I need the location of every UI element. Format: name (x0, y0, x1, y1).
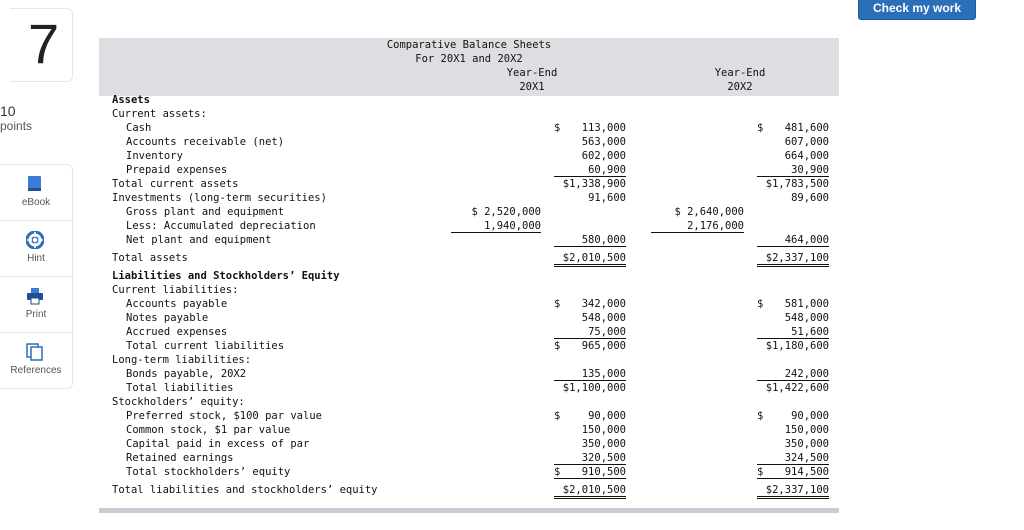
value-20x2: $2,337,100 (757, 484, 829, 499)
ebook-icon (26, 175, 44, 193)
table-row (99, 94, 839, 108)
row-label: Total liabilities (126, 382, 234, 394)
value-20x1: 548,000 (581, 312, 626, 324)
row-label: Accounts payable (126, 298, 228, 310)
value-20x1: 91,600 (588, 192, 626, 204)
value-20x1: 350,000 (581, 438, 626, 450)
value-20x2: 464,000 (757, 234, 829, 247)
value-20x1: $1,338,900 (562, 178, 626, 190)
value-20x2: $1,783,500 (765, 178, 829, 190)
subvalue-20x2: 2,176,000 (651, 220, 744, 233)
row-label: Gross plant and equipment (126, 206, 285, 218)
row-label: Preferred stock, $100 par value (126, 410, 322, 422)
question-number: 7 (28, 12, 60, 75)
tool-ebook-label: eBook (21, 197, 51, 208)
table-row (99, 178, 839, 192)
row-label: Accrued expenses (126, 326, 228, 338)
statement-subtitle: For 20X1 and 20X2 (415, 53, 523, 65)
statement-footer-bar (99, 508, 839, 513)
table-row (99, 206, 839, 220)
value-20x1: 75,000 (554, 326, 626, 339)
value-20x1: 563,000 (581, 136, 626, 148)
row-label: Stockholders’ equity: (112, 396, 245, 408)
table-row (99, 298, 839, 312)
value-20x2: 914,500 (757, 466, 829, 479)
value-20x1: 113,000 (581, 122, 626, 134)
row-label: Current assets: (112, 108, 207, 120)
row-label: Cash (126, 122, 152, 134)
value-20x2: 242,000 (757, 368, 829, 381)
value-20x1: 580,000 (554, 234, 626, 247)
table-row (99, 270, 839, 284)
value-20x1: 342,000 (581, 298, 626, 310)
table-row (99, 326, 839, 340)
row-label: Notes payable (126, 312, 209, 324)
hint-icon (26, 231, 44, 249)
dollar-sign: $ (757, 298, 764, 310)
row-label: Capital paid in excess of par (126, 438, 310, 450)
value-20x2: $2,337,100 (757, 252, 829, 267)
table-row (99, 368, 839, 382)
value-20x2: 481,600 (784, 122, 829, 134)
value-20x2: 30,900 (757, 164, 829, 177)
table-row (99, 108, 839, 122)
table-row (99, 164, 839, 178)
value-20x2: 150,000 (784, 424, 829, 436)
subvalue-20x1: $ 2,520,000 (471, 206, 541, 218)
dollar-sign: $ (757, 410, 764, 422)
col-20x2-header-top: Year-End (714, 67, 766, 79)
tool-references-label: References (10, 365, 62, 376)
dollar-sign: $ (757, 466, 764, 478)
row-label: Total current assets (112, 178, 239, 190)
table-row (99, 220, 839, 234)
value-20x2: 89,600 (791, 192, 829, 204)
table-row (99, 424, 839, 438)
table-row (99, 252, 839, 266)
dollar-sign: $ (554, 298, 561, 310)
table-row (99, 234, 839, 248)
tool-references[interactable] (0, 333, 72, 388)
value-20x2: 607,000 (784, 136, 829, 148)
question-number-box (10, 8, 73, 82)
table-row (99, 122, 839, 136)
row-label: Total assets (112, 252, 188, 264)
row-label: Bonds payable, 20X2 (126, 368, 247, 380)
subvalue-20x2: $ 2,640,000 (674, 206, 744, 218)
tool-panel (0, 164, 73, 389)
value-20x1: 90,000 (588, 410, 626, 422)
row-label: Prepaid expenses (126, 164, 228, 176)
row-label: Current liabilities: (112, 284, 239, 296)
table-row (99, 354, 839, 368)
balance-sheet (99, 38, 839, 513)
tool-hint-label: Hint (27, 253, 45, 264)
table-row (99, 438, 839, 452)
table-row (99, 396, 839, 410)
row-label: Total current liabilities (126, 340, 285, 352)
value-20x2: 664,000 (784, 150, 829, 162)
tool-hint[interactable] (0, 221, 72, 277)
value-20x2: 324,500 (757, 452, 829, 465)
check-my-work-button[interactable]: Check my work (858, 0, 976, 20)
row-label: Less: Accumulated depreciation (126, 220, 316, 232)
table-row (99, 452, 839, 466)
dollar-sign: $ (554, 122, 561, 134)
points-label: points (0, 119, 33, 133)
row-label: Accounts receivable (net) (126, 136, 285, 148)
tool-print[interactable] (0, 277, 72, 333)
table-row (99, 484, 839, 498)
value-20x2: $1,422,600 (765, 382, 829, 394)
table-row (99, 136, 839, 150)
value-20x2: 581,000 (784, 298, 829, 310)
value-20x2: 90,000 (791, 410, 829, 422)
tool-ebook[interactable] (0, 165, 72, 221)
references-icon (26, 343, 44, 361)
dollar-sign: $ (554, 410, 561, 422)
tool-print-label: Print (25, 309, 47, 320)
value-20x2: $1,180,600 (765, 340, 829, 352)
row-label: Common stock, $1 par value (126, 424, 291, 436)
table-row (99, 150, 839, 164)
dollar-sign: $ (757, 122, 764, 134)
table-row (99, 466, 839, 480)
points-indicator (0, 104, 32, 134)
value-20x1: 60,900 (554, 164, 626, 177)
print-icon (26, 287, 44, 305)
table-row (99, 410, 839, 424)
points-value: 10 (0, 103, 16, 119)
value-20x1: 150,000 (581, 424, 626, 436)
value-20x2: 548,000 (784, 312, 829, 324)
value-20x1: $1,100,000 (562, 382, 626, 394)
value-20x2: 51,600 (757, 326, 829, 339)
col-20x1-header-year: 20X1 (519, 81, 545, 93)
dollar-sign: $ (554, 466, 561, 478)
section-heading: Assets (112, 94, 150, 106)
row-label: Net plant and equipment (126, 234, 272, 246)
row-label: Retained earnings (126, 452, 234, 464)
value-20x1: 910,500 (554, 466, 626, 479)
value-20x1: 135,000 (554, 368, 626, 381)
value-20x1: 965,000 (581, 340, 626, 352)
statement-title: Comparative Balance Sheets (386, 39, 552, 51)
value-20x1: $2,010,500 (554, 252, 626, 267)
col-20x1-header-top: Year-End (506, 67, 558, 79)
value-20x1: $2,010,500 (554, 484, 626, 499)
section-heading: Liabilities and Stockholders’ Equity (112, 270, 340, 282)
dollar-sign: $ (554, 340, 561, 352)
row-label: Total stockholders’ equity (126, 466, 291, 478)
table-row (99, 192, 839, 206)
value-20x1: 320,500 (554, 452, 626, 465)
table-row (99, 382, 839, 396)
col-20x2-header-year: 20X2 (727, 81, 753, 93)
subvalue-20x1: 1,940,000 (451, 220, 541, 233)
row-label: Investments (long-term securities) (112, 192, 327, 204)
row-label: Long-term liabilities: (112, 354, 252, 366)
value-20x1: 602,000 (581, 150, 626, 162)
row-label: Total liabilities and stockholders’ equity (112, 484, 378, 496)
table-row (99, 284, 839, 298)
table-row (99, 340, 839, 354)
table-row (99, 312, 839, 326)
value-20x2: 350,000 (784, 438, 829, 450)
row-label: Inventory (126, 150, 183, 162)
